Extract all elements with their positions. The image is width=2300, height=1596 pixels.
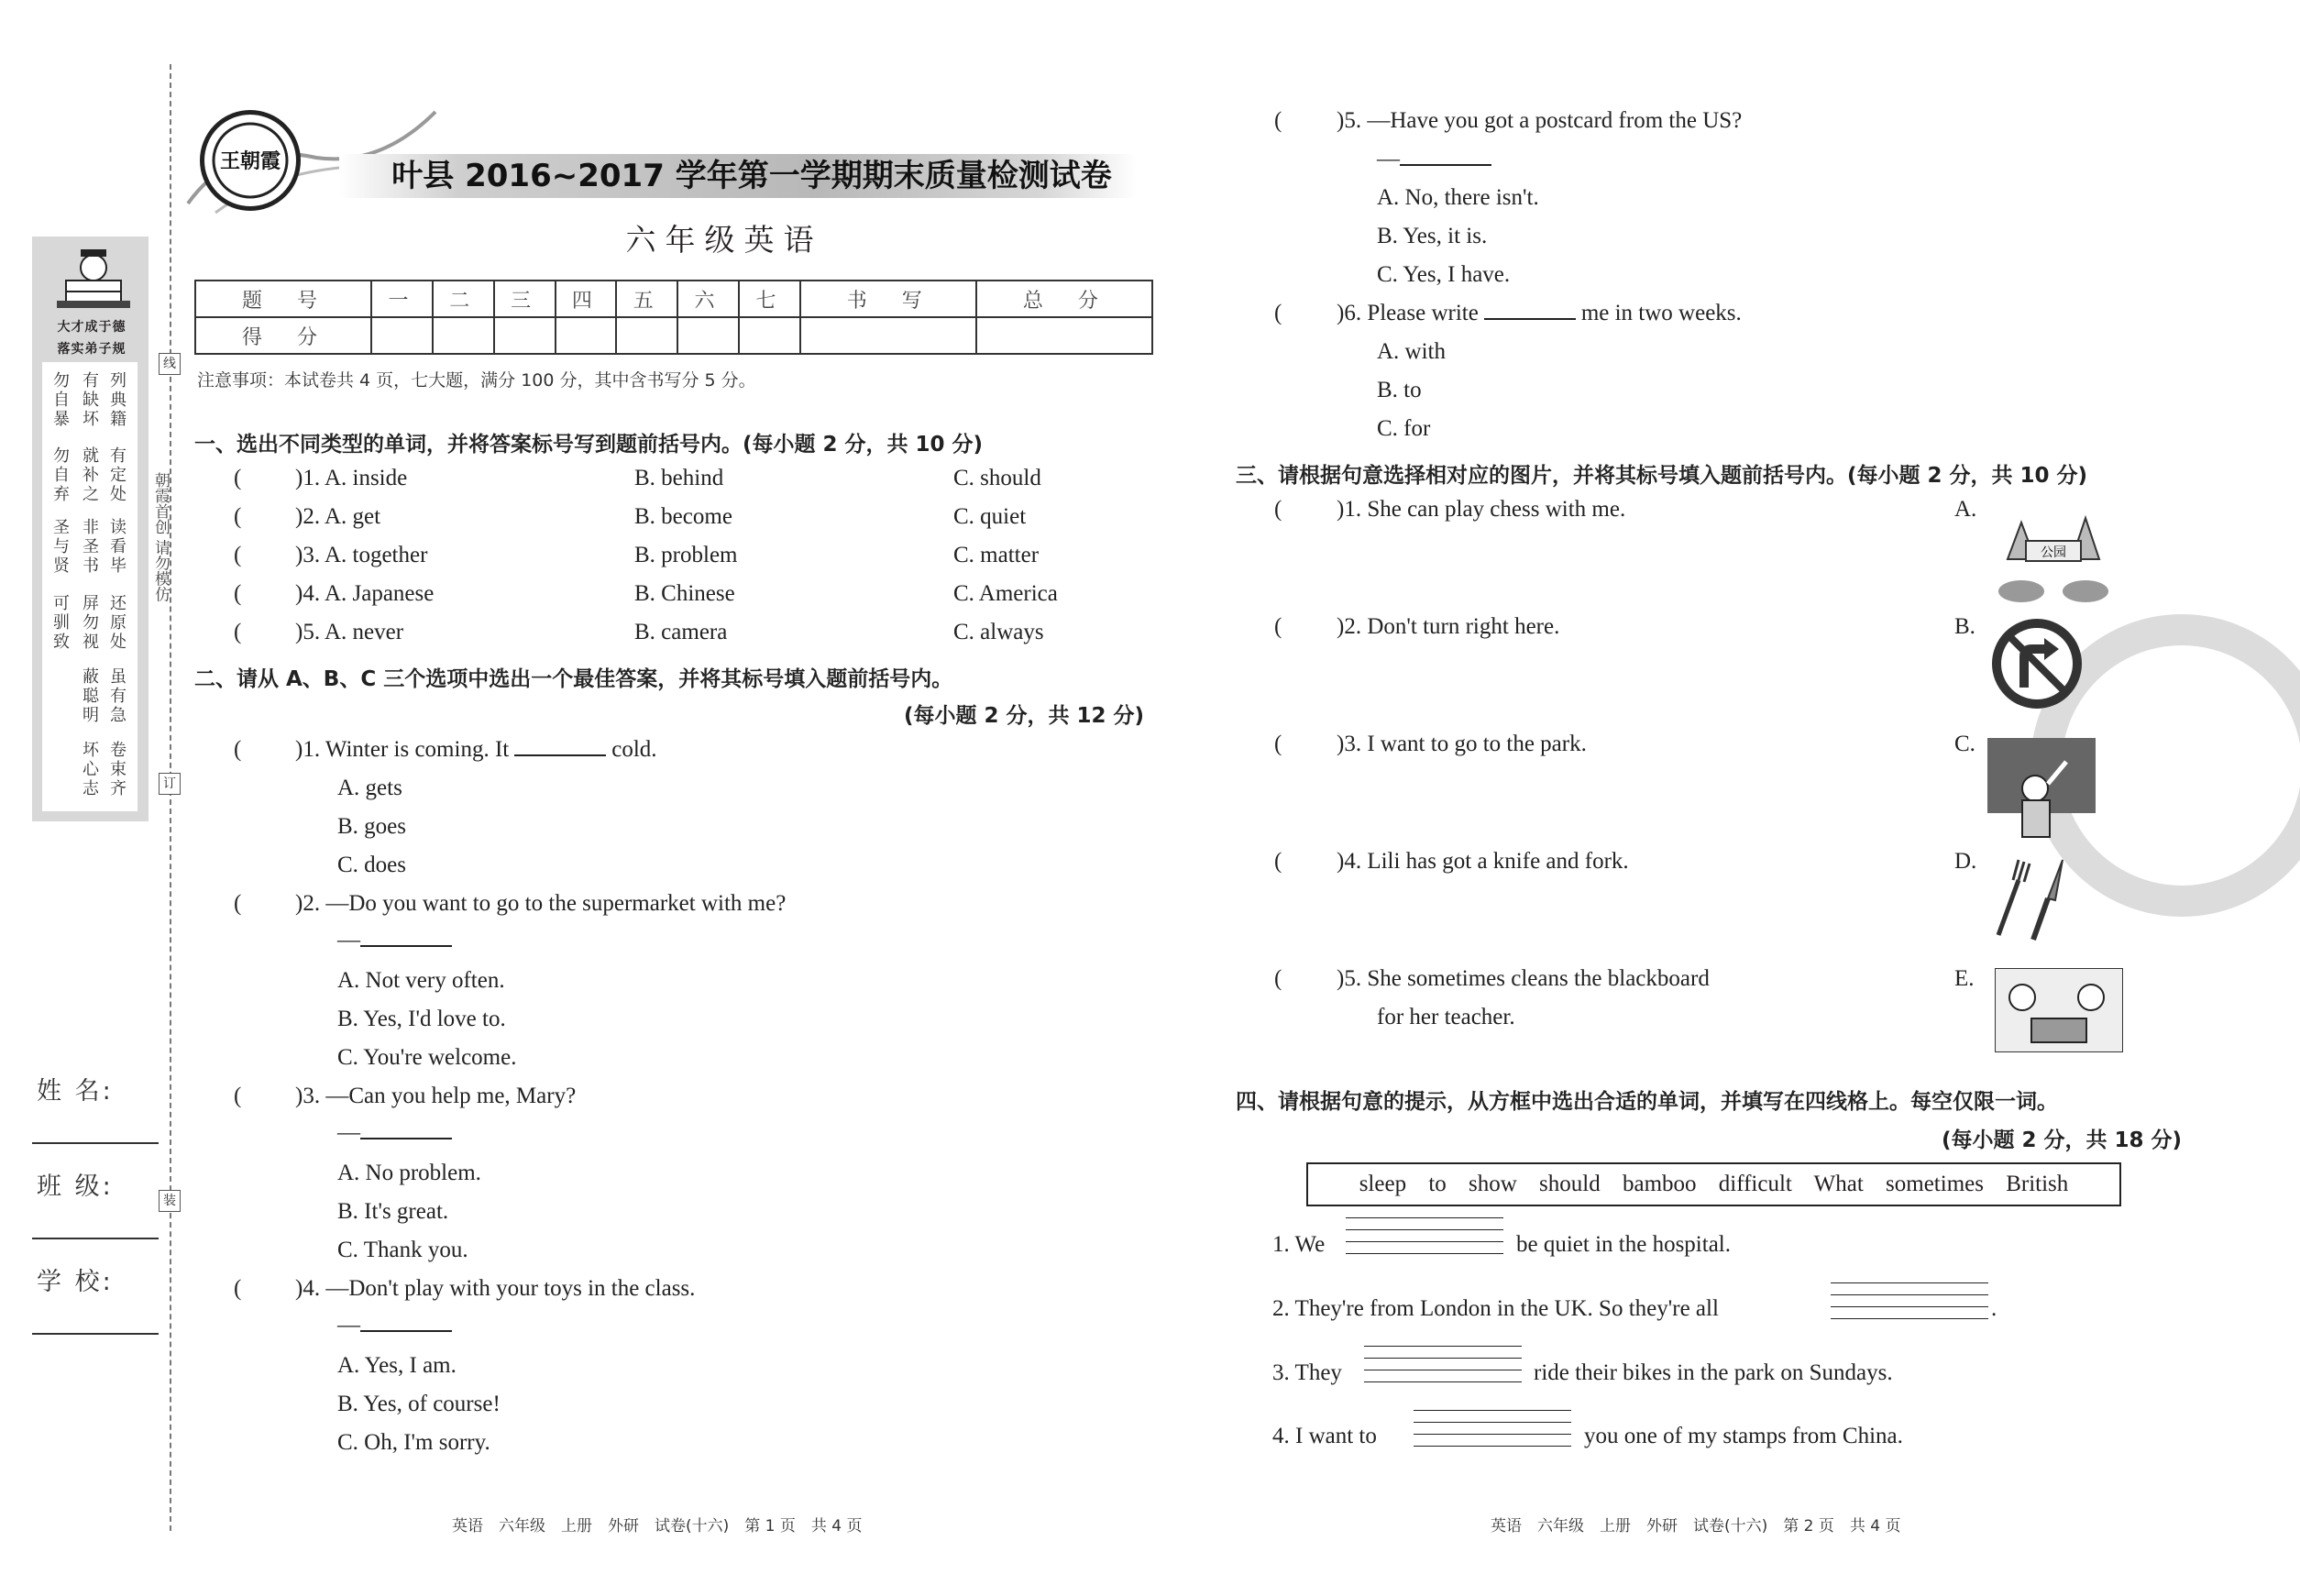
binding-mark: 线	[159, 353, 181, 375]
part3-heading: 三、请根据句意选择相对应的图片，并将其标号填入题前括号内。(每小题 2 分，共 10 分)	[1236, 464, 2088, 488]
dialog-blank[interactable]	[337, 1313, 452, 1338]
binding-line	[170, 64, 171, 1531]
score-header-cell: 书 写	[800, 281, 976, 317]
part2-points: (每小题 2 分，共 12 分)	[904, 704, 1145, 728]
option: C. Yes, I have.	[1377, 262, 1511, 287]
answer-paren[interactable]: (	[234, 1084, 242, 1108]
option: B. Yes, I'd love to.	[337, 1007, 506, 1031]
part4-s3-post: ride their bikes in the park on Sundays.	[1534, 1360, 1893, 1385]
rule-col: 非圣书	[83, 518, 99, 576]
part4-s1-post: be quiet in the hospital.	[1516, 1232, 1731, 1257]
rule-col: 可驯致	[53, 594, 70, 652]
chess-picture	[1995, 968, 2123, 1052]
picture-label: A.	[1954, 497, 1977, 522]
picture-label: C.	[1954, 732, 1975, 756]
answer-paren[interactable]: (	[1274, 732, 1282, 756]
score-cell[interactable]	[494, 317, 556, 354]
school-label: 学 校:	[37, 1268, 114, 1296]
answer-paren[interactable]: (	[234, 581, 242, 606]
picture-label: E.	[1954, 966, 1975, 991]
option: B. It's great.	[337, 1199, 449, 1224]
rule-col: 坏心志	[83, 741, 99, 798]
score-header-row	[195, 281, 1152, 317]
answer-blank[interactable]	[360, 1329, 452, 1332]
q-text: me in two weeks.	[1580, 301, 1742, 325]
four-line-grid[interactable]	[1364, 1346, 1522, 1384]
answer-paren[interactable]: (	[234, 543, 242, 567]
exam-subtitle: 六年级英语	[625, 222, 823, 258]
answer-paren[interactable]: (	[1274, 497, 1282, 522]
part3-q5-cont: for her teacher.	[1377, 1005, 1515, 1029]
score-header-cell: 六	[677, 281, 739, 317]
part1-q5-c: C. always	[953, 620, 1044, 644]
part1-q1: )1. A. inside	[295, 466, 408, 490]
part1-q4-b: B. Chinese	[634, 581, 735, 606]
dialog-blank[interactable]	[337, 1120, 452, 1146]
option: B. Yes, of course!	[337, 1392, 501, 1416]
motto-1: 大才成于德	[57, 320, 127, 335]
score-value-row	[195, 317, 1152, 354]
option: B. to	[1377, 378, 1422, 402]
score-header-cell: 题 号	[195, 281, 371, 317]
rule-col: 还原处	[110, 594, 127, 652]
part4-s3-pre: 3. They	[1272, 1360, 1342, 1385]
answer-blank[interactable]	[360, 944, 452, 947]
score-cell[interactable]	[976, 317, 1152, 354]
dash: —	[337, 1313, 360, 1337]
school-field[interactable]	[32, 1333, 159, 1335]
score-cell[interactable]	[800, 317, 976, 354]
score-header-cell: 二	[433, 281, 494, 317]
part2-q3: )3. —Can you help me, Mary?	[295, 1084, 577, 1108]
four-line-grid[interactable]	[1414, 1410, 1571, 1448]
score-header-cell: 总 分	[976, 281, 1152, 317]
name-label: 姓 名:	[37, 1077, 114, 1106]
answer-paren[interactable]: (	[234, 1276, 242, 1301]
score-cell[interactable]	[433, 317, 494, 354]
part3-q1: )1. She can play chess with me.	[1337, 497, 1626, 522]
answer-paren[interactable]: (	[234, 891, 242, 916]
option: B. goes	[337, 814, 406, 839]
four-line-grid[interactable]	[1831, 1282, 1988, 1321]
rule-col: 卷束齐	[110, 741, 127, 798]
q-text: )1. Winter is coming. It	[295, 737, 510, 762]
part3-q4: )4. Lili has got a knife and fork.	[1337, 849, 1629, 874]
score-row-label: 得 分	[195, 317, 371, 354]
page-footer-left: 英语 六年级 上册 外研 试卷(十六) 第 1 页 共 4 页	[452, 1517, 863, 1535]
option: B. Yes, it is.	[1377, 224, 1488, 248]
dialog-blank[interactable]	[337, 928, 452, 953]
part3-q5: )5. She sometimes cleans the blackboard	[1337, 966, 1710, 991]
logo-seal	[200, 110, 301, 211]
score-cell[interactable]	[677, 317, 739, 354]
name-field[interactable]	[32, 1142, 159, 1144]
part2-q4: )4. —Don't play with your toys in the class.	[295, 1276, 696, 1301]
no-right-turn-sign-icon	[1989, 616, 2085, 711]
picture-label: B.	[1954, 614, 1975, 639]
seal-text: 王朝霞	[219, 149, 281, 173]
blackboard-picture	[1987, 738, 2096, 841]
rule-col: 有定处	[110, 446, 127, 504]
page-footer-right: 英语 六年级 上册 外研 试卷(十六) 第 2 页 共 4 页	[1491, 1517, 1901, 1535]
class-field[interactable]	[32, 1238, 159, 1239]
option: C. Oh, I'm sorry.	[337, 1430, 490, 1455]
part4-s4-pre: 4. I want to	[1272, 1424, 1377, 1448]
part1-q5: )5. A. never	[295, 620, 404, 644]
part1-q5-b: B. camera	[634, 620, 728, 644]
exam-title: 叶县 2016~2017 学年第一学期期末质量检测试卷	[391, 158, 1112, 194]
class-label: 班 级:	[37, 1172, 114, 1201]
answer-paren[interactable]: (	[234, 737, 242, 762]
part2-q5: )5. —Have you got a postcard from the US?	[1337, 108, 1743, 133]
option: A. No, there isn't.	[1377, 185, 1539, 210]
part4-s4-post: you one of my stamps from China.	[1584, 1424, 1903, 1448]
dialog-blank[interactable]	[1377, 147, 1491, 172]
part1-q4: )4. A. Japanese	[295, 581, 435, 606]
score-cell[interactable]	[371, 317, 433, 354]
part4-s2-post: .	[1991, 1296, 1997, 1321]
part1-q1-b: B. behind	[634, 466, 724, 490]
park-sign-text: 公园	[2041, 545, 2066, 560]
answer-blank[interactable]	[1400, 163, 1491, 166]
option: A. No problem.	[337, 1161, 481, 1185]
score-header-cell: 三	[494, 281, 556, 317]
answer-blank[interactable]	[514, 754, 606, 756]
rule-col: 屏勿视	[83, 594, 99, 652]
copyright-note: 朝霞首创 请勿模仿	[151, 472, 170, 602]
option: A. Not very often.	[337, 968, 505, 993]
dash: —	[337, 1120, 360, 1145]
answer-paren[interactable]: (	[234, 620, 242, 644]
q-text: )6. Please write	[1337, 301, 1479, 325]
answer-paren[interactable]: (	[1274, 849, 1282, 874]
option: A. gets	[337, 776, 402, 800]
score-header-cell: 五	[616, 281, 677, 317]
option: C. Thank you.	[337, 1238, 468, 1262]
part2-q6	[1337, 301, 1742, 326]
park-picture	[1994, 504, 2113, 605]
option: A. with	[1377, 339, 1446, 364]
option: A. Yes, I am.	[337, 1353, 457, 1378]
part3-q3: )3. I want to go to the park.	[1337, 732, 1587, 756]
part4-points: (每小题 2 分，共 18 分)	[1942, 1128, 2183, 1152]
part1-q3-c: C. matter	[953, 543, 1040, 567]
binding-mark: 订	[159, 773, 181, 795]
answer-paren[interactable]: (	[1274, 966, 1282, 991]
rule-col: 圣与贤	[53, 518, 70, 576]
option: C. for	[1377, 416, 1431, 441]
part1-q2: )2. A. get	[295, 504, 381, 529]
rule-col: 就补之	[83, 446, 99, 504]
option: C. You're welcome.	[337, 1045, 517, 1070]
word-bank: sleep to show should bamboo difficult What sometimes British	[1306, 1162, 2121, 1206]
rule-col: 读看毕	[110, 518, 127, 576]
dash: —	[1377, 147, 1400, 171]
rule-col: 勿自弃	[53, 446, 70, 504]
part2-heading: 二、请从 A、B、C 三个选项中选出一个最佳答案，并将其标号填入题前括号内。	[194, 667, 953, 691]
part1-q3: )3. A. together	[295, 543, 428, 567]
part1-q2-c: C. quiet	[953, 504, 1027, 529]
answer-paren[interactable]: (	[234, 466, 242, 490]
score-cell[interactable]	[556, 317, 617, 354]
answer-paren[interactable]: (	[1274, 301, 1282, 325]
answer-blank[interactable]	[1484, 317, 1576, 320]
score-header-cell: 七	[739, 281, 800, 317]
part1-q2-b: B. become	[634, 504, 732, 529]
part2-q2: )2. —Do you want to go to the supermarket with me?	[295, 891, 787, 916]
score-table	[194, 280, 1153, 355]
scholar-illustration	[48, 240, 139, 314]
answer-paren[interactable]: (	[1274, 614, 1282, 639]
part4-s1-pre: 1. We	[1272, 1232, 1326, 1257]
picture-label: D.	[1954, 849, 1977, 874]
four-line-grid[interactable]	[1346, 1217, 1503, 1256]
dash: —	[337, 928, 360, 952]
binding-mark: 装	[159, 1190, 181, 1212]
q-text: cold.	[611, 737, 657, 762]
score-cell[interactable]	[616, 317, 677, 354]
part1-q1-c: C. should	[953, 466, 1041, 490]
answer-blank[interactable]	[360, 1137, 452, 1139]
part1-q3-b: B. problem	[634, 543, 738, 567]
part1-heading: 一、选出不同类型的单词，并将答案标号写到题前括号内。(每小题 2 分，共 10 分)	[194, 433, 984, 457]
rule-col: 列典籍	[110, 371, 127, 429]
part4-s2-pre: 2. They're from London in the UK. So they're all	[1272, 1296, 1719, 1321]
rule-col: 蔽聪明	[83, 667, 99, 725]
rule-col: 勿自暴	[53, 371, 70, 429]
score-header-cell: 四	[556, 281, 617, 317]
rule-col: 有缺坏	[83, 371, 99, 429]
option: C. does	[337, 853, 406, 877]
motto-2: 落实弟子规	[57, 342, 127, 357]
part3-q2: )2. Don't turn right here.	[1337, 614, 1560, 639]
score-cell[interactable]	[739, 317, 800, 354]
score-header-cell: 一	[371, 281, 433, 317]
exam-note: 注意事项：本试卷共 4 页，七大题，满分 100 分，其中含书写分 5 分。	[197, 370, 756, 391]
answer-paren[interactable]: (	[234, 504, 242, 529]
knife-and-fork-icon	[1980, 853, 2072, 944]
part1-q4-c: C. America	[953, 581, 1058, 606]
part4-heading: 四、请根据句意的提示，从方框中选出合适的单词，并填写在四线格上。每空仅限一词。	[1236, 1090, 2058, 1114]
seal-icon	[204, 115, 296, 206]
answer-paren[interactable]: (	[1274, 108, 1282, 133]
part2-q1	[295, 737, 657, 763]
rule-col: 虽有急	[110, 667, 127, 725]
